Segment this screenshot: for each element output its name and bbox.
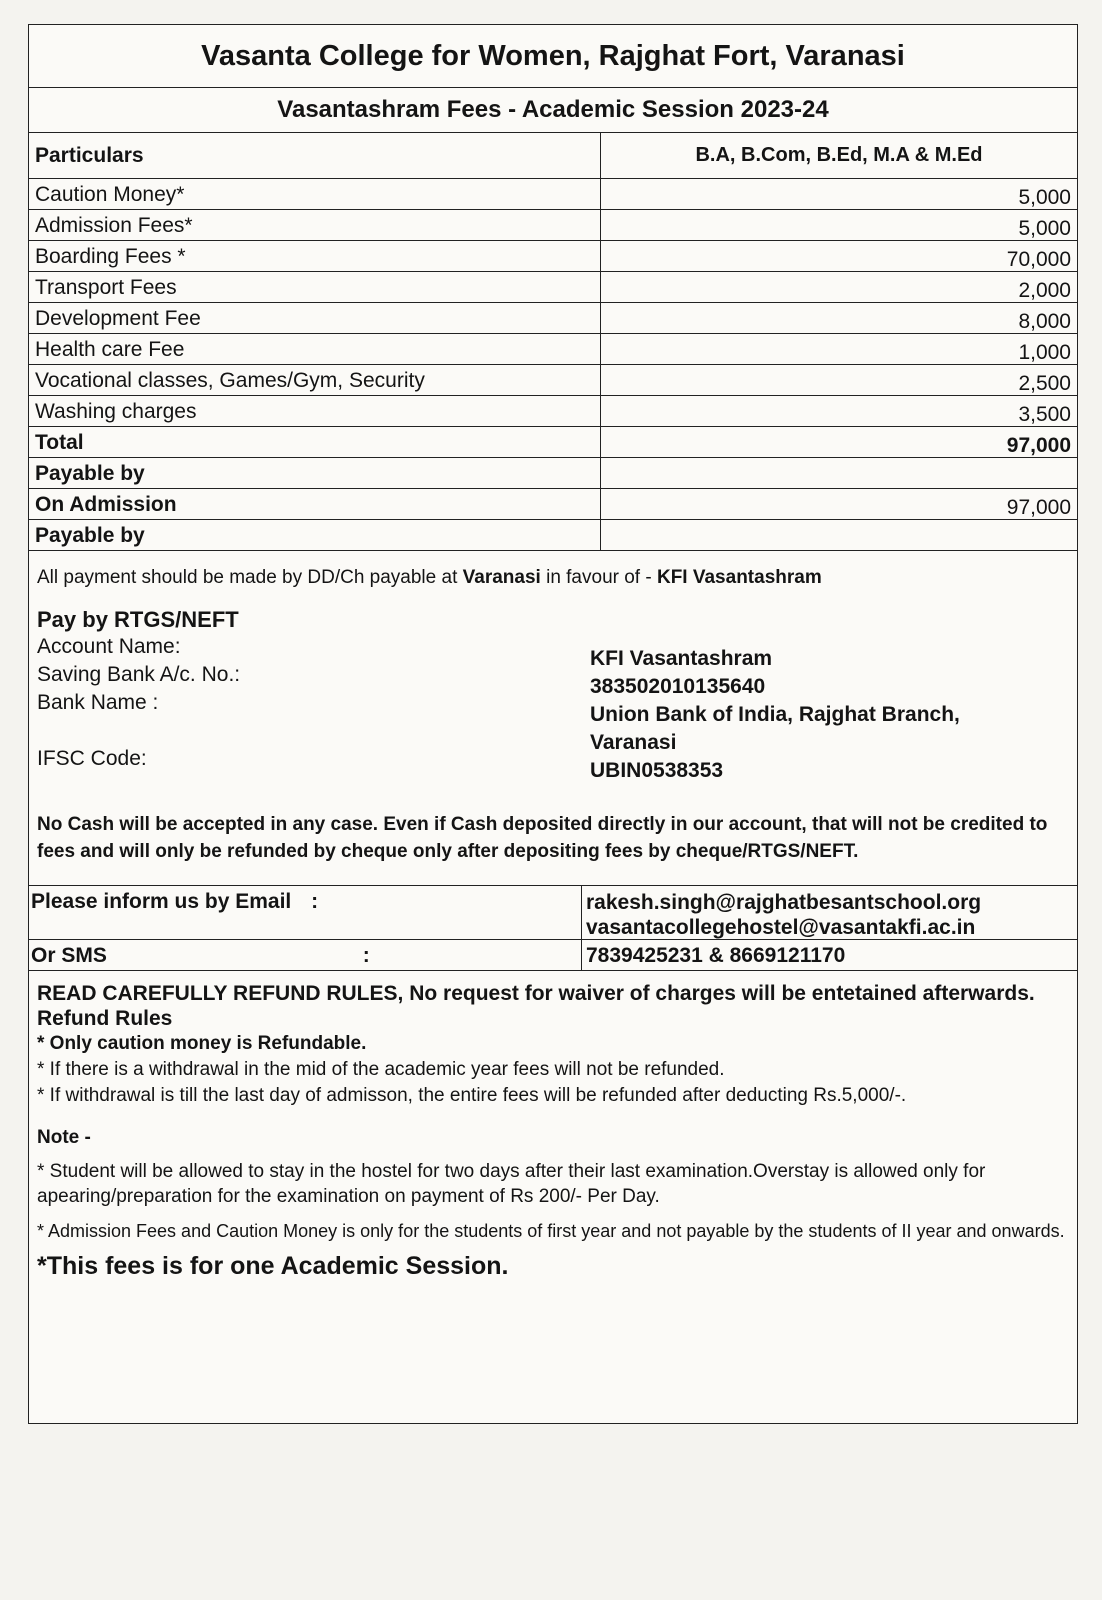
sms-label: Or SMS [31, 944, 107, 967]
col-courses: B.A, B.Com, B.Ed, M.A & M.Ed [601, 133, 1078, 179]
table-row [29, 489, 1077, 520]
row-value: 2,000 [601, 272, 1078, 303]
total-row [29, 427, 1077, 458]
email-2[interactable]: vasantacollegehostel@vasantakfi.ac.in [586, 916, 976, 939]
email-label-cell [29, 886, 581, 940]
payment-section [29, 551, 1077, 886]
table-row [29, 365, 1077, 396]
row-label: Vocational classes, Games/Gym, Security [29, 365, 601, 396]
row-label: Payable by [29, 520, 601, 551]
sms-colon: : [362, 944, 370, 967]
refund-rule-item: * If withdrawal is till the last day of admisson, the entire fees will be refunded after deducting Rs.5,000/-. [37, 1085, 907, 1106]
bank-city-value: Varanasi [590, 731, 677, 754]
row-label: Caution Money* [29, 179, 601, 210]
total-value: 97,000 [601, 427, 1078, 458]
row-label: Total [29, 427, 601, 458]
rtgs-title: Pay by RTGS/NEFT [37, 607, 239, 632]
refund-rule-item: * If there is a withdrawal in the mid of the academic year fees will not be refunded. [37, 1059, 725, 1080]
row-value: 5,000 [601, 179, 1078, 210]
table-row [29, 272, 1077, 303]
row-label: Transport Fees [29, 272, 601, 303]
account-name-label: Account Name: [37, 635, 181, 658]
table-row [29, 520, 1077, 551]
payment-note-payee: KFI Vasantashram [656, 567, 822, 588]
table-row [29, 241, 1077, 272]
table-row [29, 334, 1077, 365]
fee-document [28, 24, 1078, 1424]
row-value: 2,500 [601, 365, 1078, 396]
note-title: Note - [37, 1127, 91, 1148]
table-row [29, 396, 1077, 427]
refund-warning: READ CAREFULLY REFUND RULES, No request for waiver of charges will be entetained afterwards. [37, 982, 1035, 1005]
email-1[interactable]: rakesh.singh@rajghatbesantschool.org [586, 891, 982, 914]
payment-note-city: Varanasi [462, 567, 541, 588]
refund-rules-section [29, 971, 1077, 1291]
contact-section [29, 886, 1077, 971]
account-no-value: 383502010135640 [590, 675, 766, 698]
row-label: Admission Fees* [29, 210, 601, 241]
note-item: * Admission Fees and Caution Money is only for the students of first year and not payable by the students of II year and onwards. [37, 1221, 1065, 1241]
row-label: Health care Fee [29, 334, 601, 365]
row-value [601, 458, 1078, 489]
payment-note [37, 567, 1069, 589]
ifsc-value: UBIN0538353 [590, 759, 724, 782]
table-header-row [29, 133, 1077, 179]
row-label: Payable by [29, 458, 601, 489]
col-particulars: Particulars [29, 133, 601, 179]
table-row [29, 458, 1077, 489]
sms-label-cell [29, 940, 581, 970]
email-label: Please inform us by Email [31, 890, 292, 913]
row-value: 97,000 [601, 489, 1078, 520]
row-value [601, 520, 1078, 551]
bank-details [37, 635, 1069, 785]
bank-name-value: Union Bank of India, Rajghat Branch, [590, 703, 960, 726]
fees-table [29, 133, 1077, 551]
row-value: 1,000 [601, 334, 1078, 365]
bank-name-label: Bank Name : [37, 691, 159, 714]
session-subtitle: Vasantashram Fees - Academic Session 2023-24 [29, 88, 1077, 133]
refund-rule-item: * Only caution money is Refundable. [37, 1033, 367, 1054]
payment-note-prefix: All payment should be made by DD/Ch payable at [37, 567, 463, 588]
table-row [29, 210, 1077, 241]
sms-numbers: 7839425231 & 8669121170 [586, 944, 846, 967]
row-label: Boarding Fees * [29, 241, 601, 272]
payment-note-mid: in favour of - [540, 567, 657, 588]
row-label: Development Fee [29, 303, 601, 334]
email-colon: : [311, 890, 319, 913]
row-label: On Admission [29, 489, 601, 520]
table-row [29, 303, 1077, 334]
table-row [29, 179, 1077, 210]
row-value: 5,000 [601, 210, 1078, 241]
note-item: * Student will be allowed to stay in the hostel for two days after their last examination.Overstay is allowed only for apearing/preparation for the examination on payment of Rs 200/- Per Day. [37, 1161, 986, 1207]
row-value: 70,000 [601, 241, 1078, 272]
row-label: Washing charges [29, 396, 601, 427]
college-title: Vasanta College for Women, Rajghat Fort, Varanasi [29, 25, 1077, 88]
row-value: 8,000 [601, 303, 1078, 334]
refund-rules-title: Refund Rules [37, 1007, 173, 1030]
cash-warning: No Cash will be accepted in any case. Even if Cash deposited directly in our account, that will not be credited to fees and will only be refunded by cheque only after depositing fees by cheque/RTGS/NEFT. [37, 814, 1048, 862]
session-note: *This fees is for one Academic Session. [37, 1252, 509, 1280]
row-value: 3,500 [601, 396, 1078, 427]
account-no-label: Saving Bank A/c. No.: [37, 663, 241, 686]
ifsc-label: IFSC Code: [37, 747, 147, 770]
account-name-value: KFI Vasantashram [590, 647, 773, 670]
